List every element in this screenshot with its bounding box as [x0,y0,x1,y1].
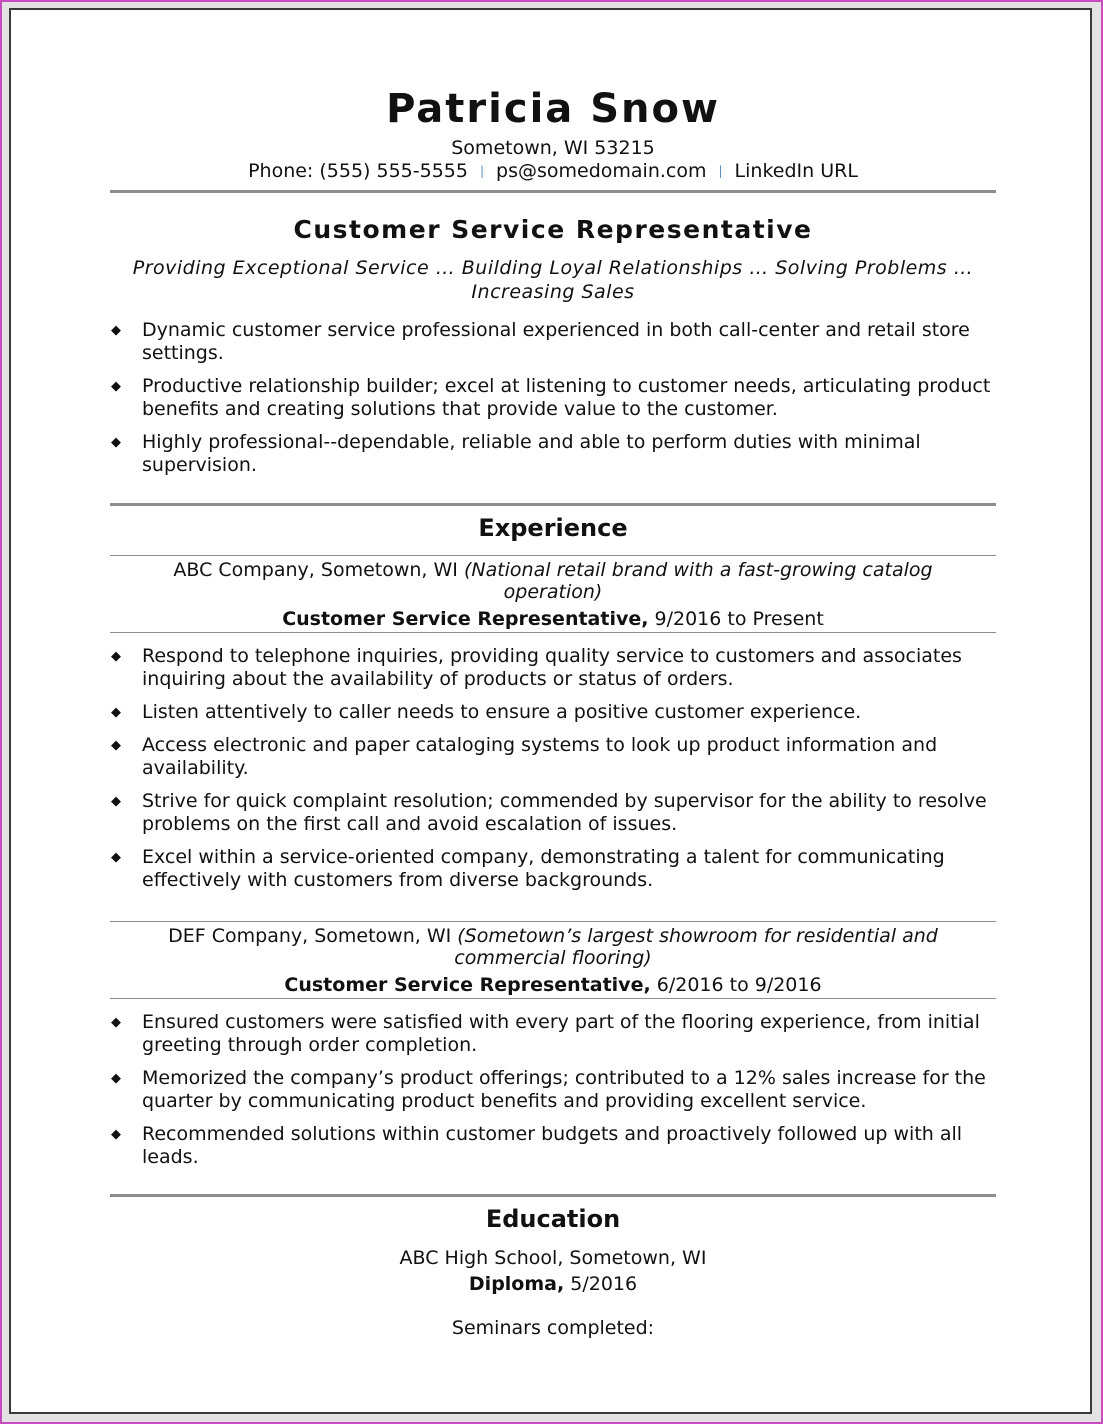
position-title: Customer Service Representative, [282,608,649,630]
company-description-cont: commercial flooring) [454,947,652,969]
list-item: ◆ Productive relationship builder; excel at listening to customer needs, articulating product benefits and creating solutions that provide value to the customer. [111,375,991,420]
job-2-duties [110,1011,996,1179]
divider [110,1194,996,1197]
divider [110,632,996,633]
company-description-cont: operation) [503,581,603,603]
company-name: DEF Company, Sometown, WI [168,925,452,947]
company-description: (Sometown’s largest showroom for residential and [457,925,938,947]
degree: Diploma, [468,1273,565,1295]
diamond-bullet-icon: ◆ [111,705,121,720]
list-item: ◆ Listen attentively to caller needs to ensure a positive customer experience. [111,701,862,723]
email[interactable]: ps@somedomain.com [496,160,707,182]
job-target-title: Customer Service Representative [293,215,813,244]
job-1-title [110,608,996,630]
contact-line [110,160,996,182]
diamond-bullet-icon: ◆ [111,323,121,338]
separator: | [718,164,723,178]
list-item: ◆ Respond to telephone inquiries, providing quality service to customers and associates inquiring about the availability of products or status of orders. [111,645,962,690]
education-heading: Education [485,1205,621,1233]
tagline [110,256,996,304]
list-item: ◆ Access electronic and paper cataloging systems to look up product information and availability. [111,734,938,779]
diamond-bullet-icon: ◆ [111,1127,121,1142]
position-title: Customer Service Representative, [284,974,651,996]
list-item: ◆ Dynamic customer service professional experienced in both call-center and retail store settings. [111,319,970,364]
diamond-bullet-icon: ◆ [111,1071,121,1086]
company-description: (National retail brand with a fast-growing catalog [463,559,933,581]
company-name: ABC Company, Sometown, WI [173,559,458,581]
diamond-bullet-icon: ◆ [111,379,121,394]
diamond-bullet-icon: ◆ [111,794,121,809]
job-1-duties [110,645,996,902]
diamond-bullet-icon: ◆ [111,649,121,664]
seminars-label: Seminars completed: [451,1317,655,1339]
degree-date: 5/2016 [570,1273,638,1295]
divider [110,921,996,922]
divider [110,555,996,556]
job-2-title [110,974,996,996]
phone: Phone: (555) 555-5555 [248,160,468,182]
job-1-header [110,559,996,603]
list-item: ◆ Memorized the company’s product offerings; contributed to a 12% sales increase for the quarter by communicating product benefits and providing excellent service. [111,1067,986,1112]
position-dates: 6/2016 to 9/2016 [656,974,822,996]
position-dates: 9/2016 to Present [654,608,824,630]
tagline-line-1: Providing Exceptional Service … Building Loyal Relationships … Solving Problems … [132,257,974,279]
degree-line [110,1273,996,1295]
school-name: ABC High School, Sometown, WI [399,1247,707,1269]
job-2-header [110,925,996,969]
list-item: ◆ Recommended solutions within customer budgets and proactively followed up with all leads. [111,1123,963,1168]
list-item: ◆ Highly professional--dependable, reliable and able to perform duties with minimal supervision. [111,431,921,476]
candidate-name: Patricia Snow [386,86,720,132]
diamond-bullet-icon: ◆ [111,1015,121,1030]
diamond-bullet-icon: ◆ [111,435,121,450]
divider [110,998,996,999]
divider [110,503,996,506]
tagline-line-2: Increasing Sales [471,281,635,303]
separator: | [479,164,485,178]
summary-list [110,319,996,487]
list-item: ◆ Ensured customers were satisfied with every part of the flooring experience, from initial greeting through order completion. [111,1011,980,1056]
list-item: ◆ Strive for quick complaint resolution; commended by supervisor for the ability to resolve problems on the first call and avoid escalation of issues. [111,790,987,835]
diamond-bullet-icon: ◆ [111,738,121,753]
experience-heading: Experience [478,514,628,542]
address: Sometown, WI 53215 [451,137,655,159]
linkedin-link[interactable]: LinkedIn URL [734,160,858,182]
list-item: ◆ Excel within a service-oriented company, demonstrating a talent for communicating effectively with customers from diverse backgrounds. [111,846,945,891]
diamond-bullet-icon: ◆ [111,850,121,865]
divider [110,190,996,193]
resume-page [9,8,1092,1414]
